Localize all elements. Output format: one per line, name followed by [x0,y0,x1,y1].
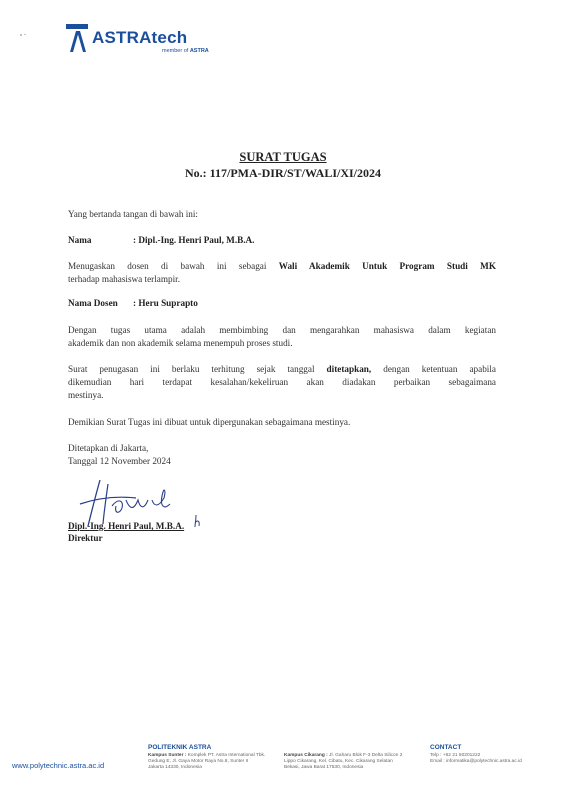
initial-mark [193,514,203,528]
footer-campus-sunter: Kampus Sunter : Komplek PT. Astra International Tbk. Gedung E, Jl. Gaya Motor Raya No.8, Sunter II Jakarta 14330, Indonesia [148,753,266,770]
footer-institution: POLITEKNIK ASTRA [148,744,212,751]
footer-campus-cikarang: Kampus Cikarang : Jl. Gaharu Blok F-3 Delta Silicon 2 Lippo Cikarang, Kel. Cibatu, Kec. Cikarang Selatan Bekasi, Jawa Barat 17530, Indonesia [284,753,403,770]
signer-title: Direktur [68,533,103,543]
lecturer-value: : Heru Suprapto [133,298,198,308]
document-title: SURAT TUGAS [239,150,327,164]
assignment-line-1: Menugaskan dosen di bawah ini sebagai Wali Akademik Untuk Program Studi MK [68,261,496,271]
place-line: Ditetapkan di Jakarta, [68,443,149,453]
closing-line: Demikian Surat Tugas ini dibuat untuk dipergunakan sebagaimana mestinya. [68,417,351,427]
footer-contact: Telp : +62 21 50201222 Email : informatika@polytechnic.astra.ac.id [430,753,522,764]
validity-line-1: Surat penugasan ini berlaku terhitung sejak tanggal ditetapkan, dengan ketentuan apabila [68,364,496,374]
scan-mark-icon [20,33,30,37]
lecturer-label: Nama Dosen [68,298,118,308]
astra-a-icon [66,24,88,52]
footer-contact-heading: CONTACT [430,744,462,751]
name-value: : Dipl.-Ing. Henri Paul, M.B.A. [133,235,255,245]
footer-website: www.polytechnic.astra.ac.id [12,761,105,770]
document-number: No.: 117/PMA-DIR/ST/WALI/XI/2024 [184,166,381,180]
opening-line: Yang bertanda tangan di bawah ini: [68,209,198,219]
validity-line-3: mestinya. [68,390,104,400]
brand-tagline: member of ASTRA [162,48,209,54]
name-label: Nama [68,235,92,245]
assignment-line-2: terhadap mahasiswa terlampir. [68,274,180,284]
date-line: Tanggal 12 November 2024 [68,456,171,466]
duty-line-2: akademik dan non akademik selama menempuh proses studi. [68,338,293,348]
validity-line-2: dikemudian hari terdapat kesalahan/kekeliruan akan diadakan perbaikan sebagaimana [68,377,496,387]
signer-name: Dipl.-Ing. Henri Paul, M.B.A. [68,521,185,531]
duty-line-1: Dengan tugas utama adalah membimbing dan mengarahkan mahasiswa dalam kegiatan [68,325,496,335]
brand-wordmark: ASTRAtech [92,28,188,47]
